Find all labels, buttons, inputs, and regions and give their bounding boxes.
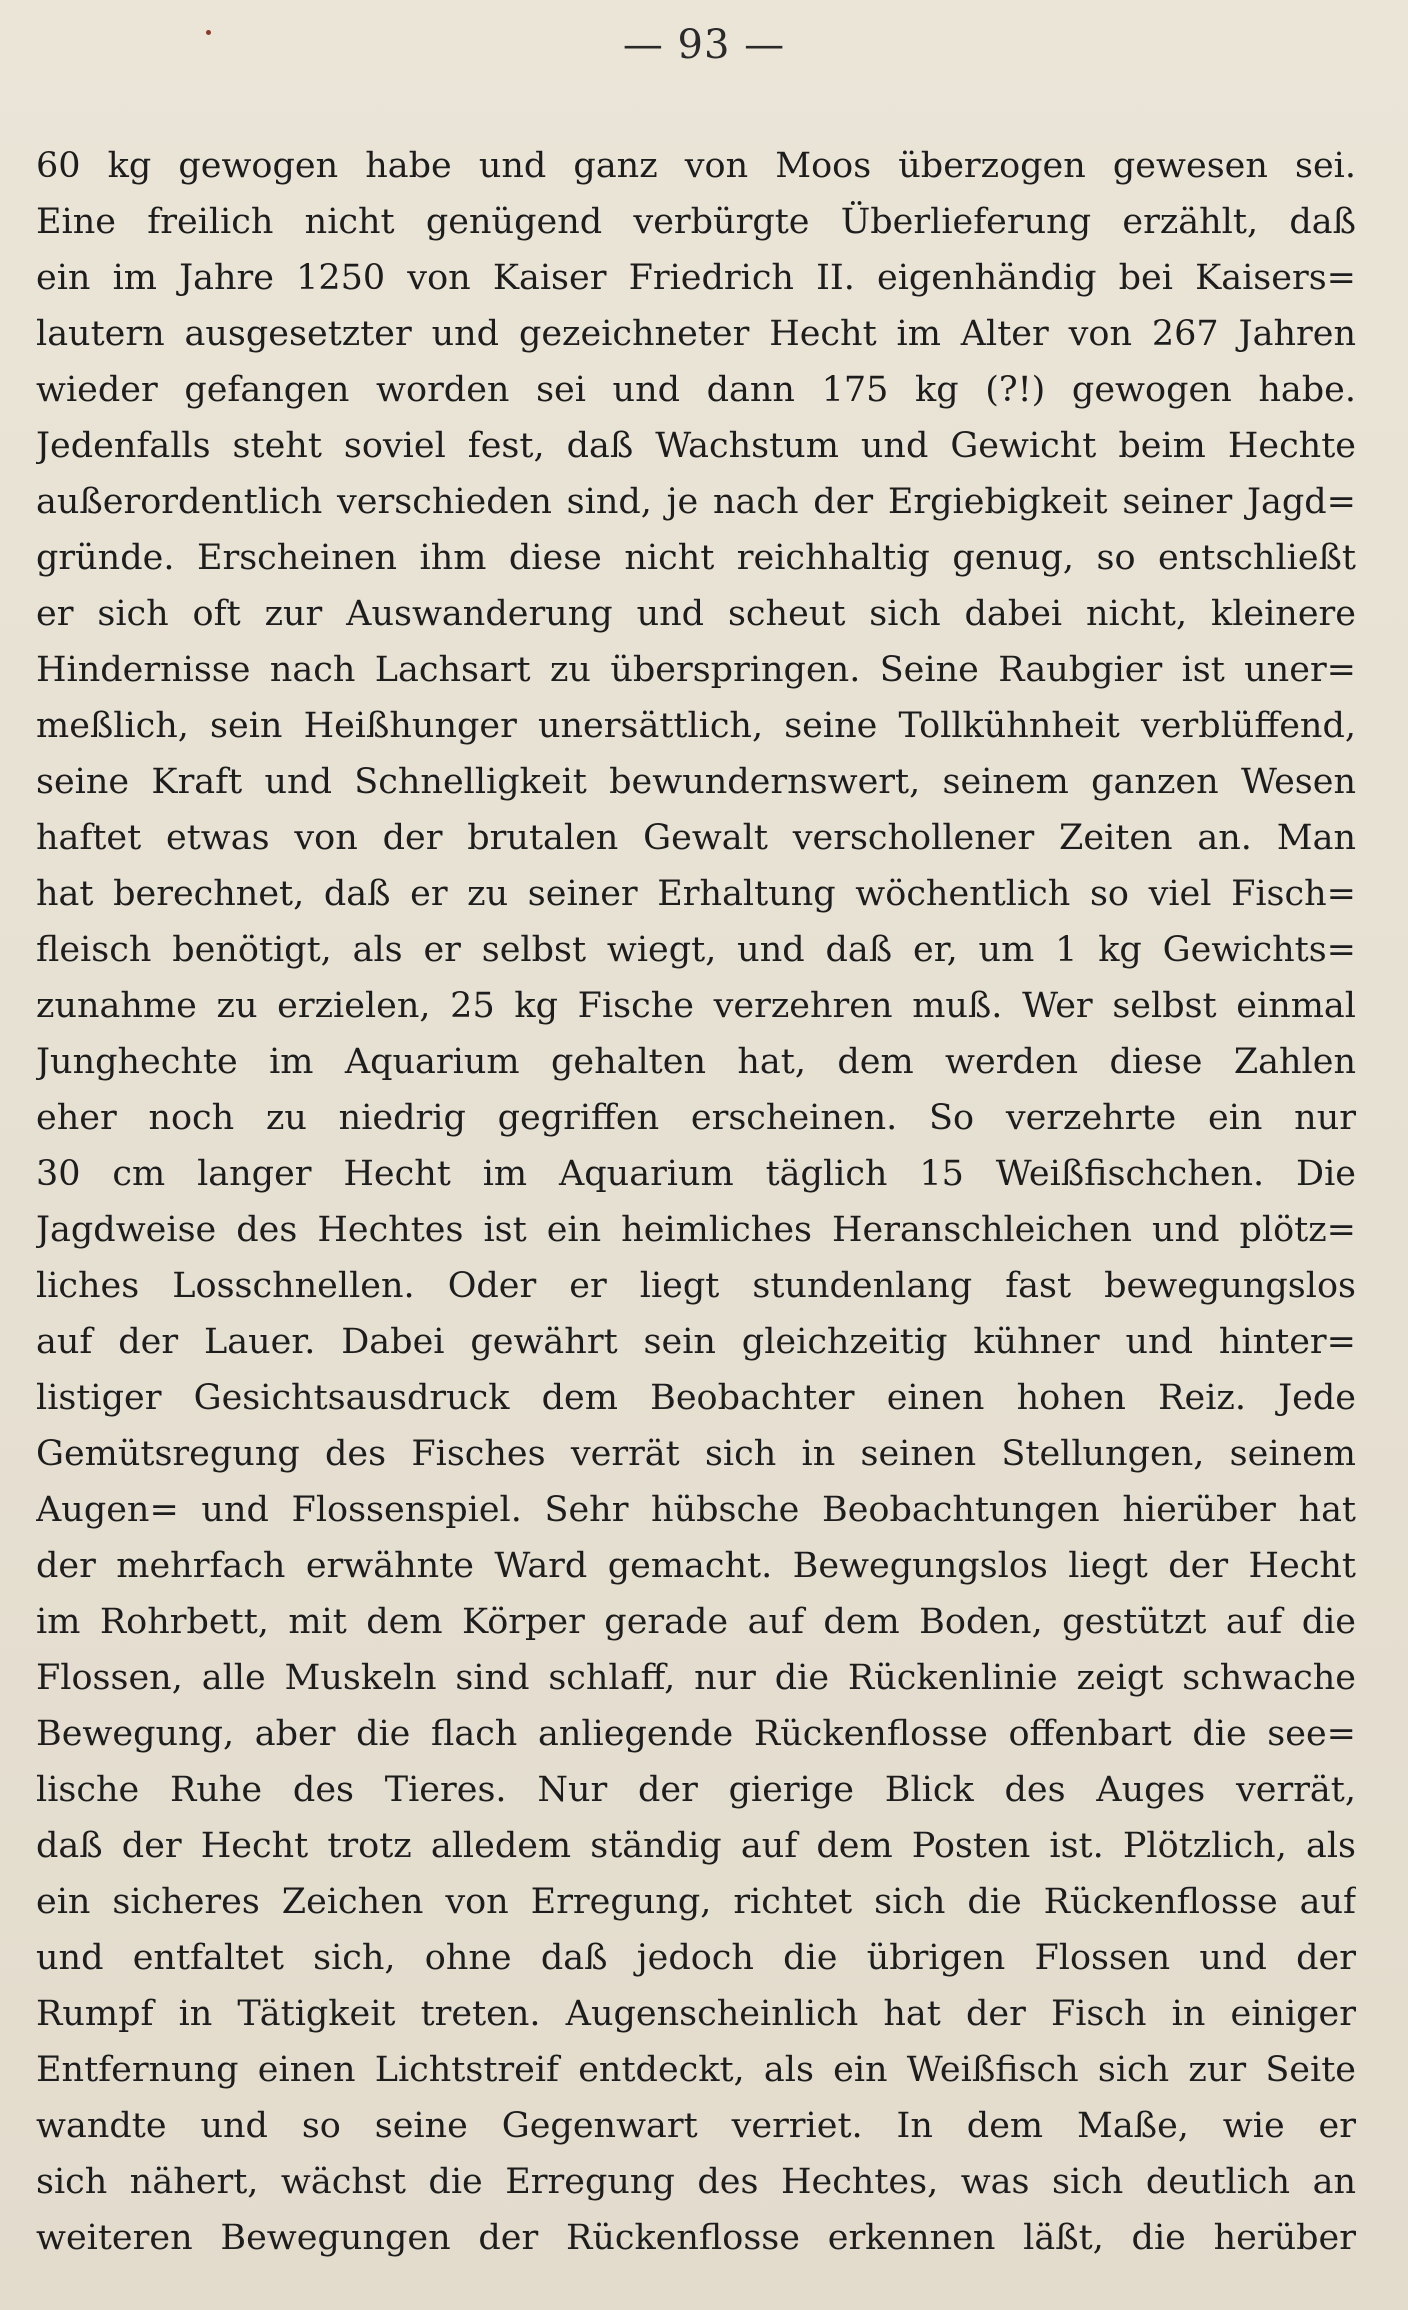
text-line: daß der Hecht trotz alledem ständig auf dem Posten ist. Plötzlich, als xyxy=(36,1826,1356,1866)
text-line: Jagdweise des Hechtes ist ein heimliches Heranschleichen und plötz= xyxy=(36,1210,1356,1250)
text-line: Gemütsregung des Fisches verrät sich in seinen Stellungen, seinem xyxy=(36,1434,1356,1474)
text-line: Junghechte im Aquarium gehalten hat, dem werden diese Zahlen xyxy=(36,1042,1356,1082)
text-line: Hindernisse nach Lachsart zu überspringen. Seine Raubgier ist uner= xyxy=(36,650,1356,690)
text-line: Eine freilich nicht genügend verbürgte Überlieferung erzählt, daß xyxy=(36,202,1356,242)
text-line: eher noch zu niedrig gegriffen erscheinen. So verzehrte ein nur xyxy=(36,1098,1356,1138)
text-line: im Rohrbett, mit dem Körper gerade auf dem Boden, gestützt auf die xyxy=(36,1602,1356,1642)
text-line: Jedenfalls steht soviel fest, daß Wachstum und Gewicht beim Hechte xyxy=(36,426,1356,466)
text-line: seine Kraft und Schnelligkeit bewundernswert, seinem ganzen Wesen xyxy=(36,762,1356,802)
text-line: fleisch benötigt, als er selbst wiegt, und daß er, um 1 kg Gewichts= xyxy=(36,930,1356,970)
text-line: auf der Lauer. Dabei gewährt sein gleichzeitig kühner und hinter= xyxy=(36,1322,1356,1362)
text-line: sich nähert, wächst die Erregung des Hechtes, was sich deutlich an xyxy=(36,2162,1356,2202)
text-line: Augen= und Flossenspiel. Sehr hübsche Beobachtungen hierüber hat xyxy=(36,1490,1356,1530)
text-line: gründe. Erscheinen ihm diese nicht reichhaltig genug, so entschließt xyxy=(36,538,1356,578)
text-line: 60 kg gewogen habe und ganz von Moos überzogen gewesen sei. xyxy=(36,146,1356,186)
text-line: lische Ruhe des Tieres. Nur der gierige Blick des Auges verrät, xyxy=(36,1770,1356,1810)
page-number: — 93 — xyxy=(622,22,786,68)
text-line: wandte und so seine Gegenwart verriet. In dem Maße, wie er xyxy=(36,2106,1356,2146)
text-line: der mehrfach erwähnte Ward gemacht. Bewegungslos liegt der Hecht xyxy=(36,1546,1356,1586)
text-line: haftet etwas von der brutalen Gewalt verschollener Zeiten an. Man xyxy=(36,818,1356,858)
text-line: lautern ausgesetzter und gezeichneter Hecht im Alter von 267 Jahren xyxy=(36,314,1356,354)
text-line: Rumpf in Tätigkeit treten. Augenscheinlich hat der Fisch in einiger xyxy=(36,1994,1356,2034)
text-line: 30 cm langer Hecht im Aquarium täglich 15 Weißfischchen. Die xyxy=(36,1154,1356,1194)
body-text xyxy=(36,138,1356,2266)
text-line: ein im Jahre 1250 von Kaiser Friedrich II. eigenhändig bei Kaisers= xyxy=(36,258,1356,298)
text-line: zunahme zu erzielen, 25 kg Fische verzehren muß. Wer selbst einmal xyxy=(36,986,1356,1026)
text-line: ein sicheres Zeichen von Erregung, richtet sich die Rückenflosse auf xyxy=(36,1882,1356,1922)
text-line: weiteren Bewegungen der Rückenflosse erkennen läßt, die herüber xyxy=(36,2218,1356,2258)
text-line: er sich oft zur Auswanderung und scheut sich dabei nicht, kleinere xyxy=(36,594,1356,634)
text-line: hat berechnet, daß er zu seiner Erhaltung wöchentlich so viel Fisch= xyxy=(36,874,1356,914)
text-line: liches Losschnellen. Oder er liegt stundenlang fast bewegungslos xyxy=(36,1266,1356,1306)
text-line: Bewegung, aber die flach anliegende Rückenflosse offenbart die see= xyxy=(36,1714,1356,1754)
text-line: listiger Gesichtsausdruck dem Beobachter einen hohen Reiz. Jede xyxy=(36,1378,1356,1418)
text-line: Entfernung einen Lichtstreif entdeckt, als ein Weißfisch sich zur Seite xyxy=(36,2050,1356,2090)
text-line: und entfaltet sich, ohne daß jedoch die übrigen Flossen und der xyxy=(36,1938,1356,1978)
text-line: Flossen, alle Muskeln sind schlaff, nur die Rückenlinie zeigt schwache xyxy=(36,1658,1356,1698)
text-line: außerordentlich verschieden sind, je nach der Ergiebigkeit seiner Jagd= xyxy=(36,482,1356,522)
text-line: wieder gefangen worden sei und dann 175 kg (?!) gewogen habe. xyxy=(36,370,1356,410)
text-line: meßlich, sein Heißhunger unersättlich, seine Tollkühnheit verblüffend, xyxy=(36,706,1356,746)
